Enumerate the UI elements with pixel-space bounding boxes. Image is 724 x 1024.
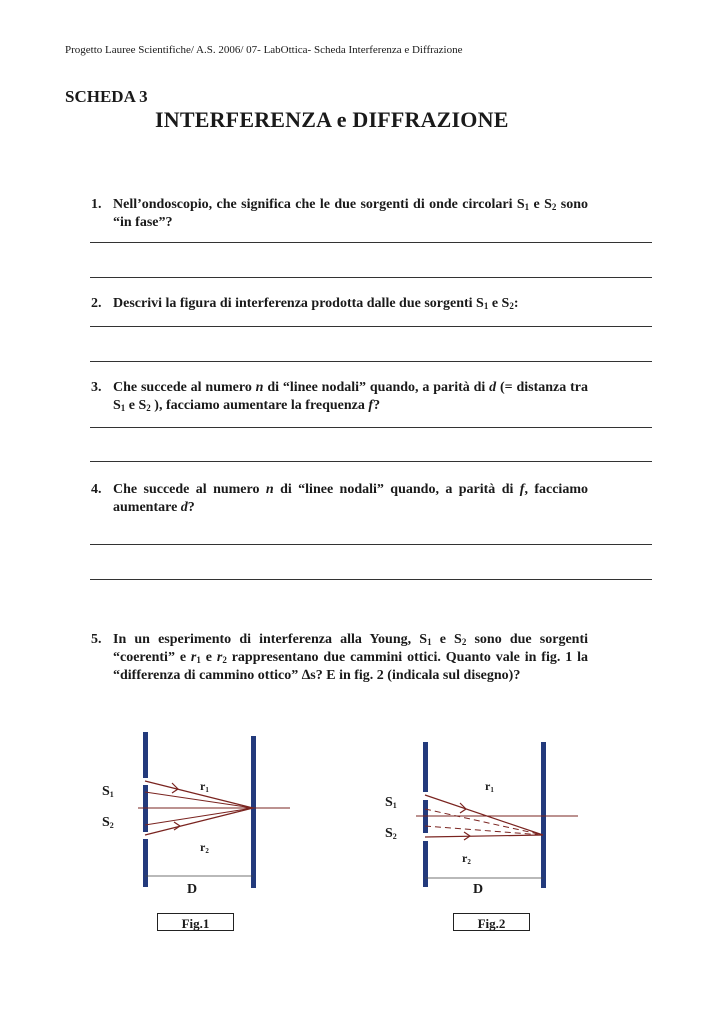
subscript: 1 [120,403,126,413]
italic-var: n [255,380,264,395]
text-run: : [513,296,519,311]
text-run: rappresentano due cammini ottici. Quanto vale in fig. 1 la “differenza di cammino ottico” [113,650,589,683]
text-run: Nell’ondoscopio, che significa che le due sorgenti di onde circolari S [113,197,525,212]
question-1 [91,196,588,232]
text-run: Che succede al numero [113,482,266,497]
italic-var: d [489,380,497,395]
ray-r2 [425,835,543,837]
italic-var: r [216,650,223,665]
subscript: 2 [222,655,227,665]
question-text [113,631,588,685]
subscript: 1 [427,637,432,647]
text-run: Descrivi la figura di interferenza prodotta dalle due sorgenti S [113,296,484,311]
answer-line[interactable] [90,361,652,362]
label-r1: $r_1$ [485,779,494,794]
subscript: 1 [524,202,530,212]
question-3 [91,379,588,415]
text-run: di “linee nodali” quando, a parità di [263,380,490,395]
slit-plate-bottom [423,841,428,887]
ray-r2 [145,808,253,835]
italic-var: n [265,482,274,497]
question-text [113,379,588,415]
text-run: s? E in fig. 2 (indicala sul disegno)? [310,668,521,683]
ray-inner-2 [145,808,253,825]
answer-line[interactable] [90,326,652,327]
text-run: di “linee nodali” quando, a parità di [273,482,520,497]
slit-plate-top [423,742,428,792]
subscript: 2 [551,202,557,212]
text-run: ), facciamo aumentare la frequenza [150,398,369,413]
answer-line[interactable] [90,277,652,278]
figure-caption: Fig.2 [453,913,530,931]
label-s1: $S_1$ [102,784,114,799]
label-r2: $r_2$ [200,840,209,855]
screen-plate [541,742,546,888]
text-run: e S [125,398,147,413]
question-2 [91,295,588,313]
question-number: 2. [91,296,102,311]
subscript: 2 [509,301,514,311]
question-number: 1. [91,197,102,212]
question-text [113,295,588,313]
text-run: e [200,650,217,665]
slit-plate-bottom [143,839,148,887]
subscript: 2 [146,403,151,413]
question-number: 4. [91,482,102,497]
answer-line[interactable] [90,461,652,462]
label-r2: $r_2$ [462,851,471,866]
question-number: 5. [91,632,102,647]
arrow-icon [174,822,180,830]
label-s2: $S_2$ [102,815,114,830]
question-text [113,481,588,517]
answer-line[interactable] [90,544,652,545]
screen-plate [251,736,256,888]
slit-plate-top [143,732,148,778]
italic-var: f [519,482,525,497]
scheda-label: SCHEDA 3 [65,87,148,106]
figure-caption: Fig.1 [157,913,234,931]
page-title: INTERFERENZA e DIFFRAZIONE [155,107,509,132]
text-run: ? [187,500,195,515]
text-run: e S [431,632,462,647]
ray-r1 [425,795,543,835]
answer-line[interactable] [90,579,652,580]
question-text [113,196,588,232]
text-run: sono due sorgenti “coerenti” e [113,632,588,665]
question-5 [91,631,588,685]
question-4 [91,481,588,517]
subscript: 1 [196,655,201,665]
label-s2: $S_2$ [385,826,397,841]
text-run: e S [488,296,510,311]
text-run: , facciamo aumentare [113,482,588,515]
label-d: D [187,882,198,897]
ray-dashed-2 [425,826,543,835]
italic-var: f [368,398,374,413]
page-header: Progetto Lauree Scientifiche/ A.S. 2006/ 07- LabOttica- Scheda Interferenza e Diffrazione [65,44,463,56]
delta-symbol: ∆ [301,668,311,683]
text-run: sono “in fase”? [113,197,589,230]
text-run: ? [373,398,381,413]
label-s1: $S_1$ [385,795,397,810]
figure-2-diagram [380,738,580,898]
question-number: 3. [91,380,102,395]
text-run: In un esperimento di interferenza alla Young, S [113,632,428,647]
text-run: Che succede al numero [113,380,256,395]
answer-line[interactable] [90,242,652,243]
ray-dashed-1 [425,809,543,835]
subscript: 1 [483,301,489,311]
figure-1-diagram [98,728,298,898]
answer-line[interactable] [90,427,652,428]
subscript: 2 [461,637,467,647]
label-d: D [473,882,484,897]
label-r1: $r_1$ [200,779,209,794]
text-run: e S [529,197,552,212]
italic-var: r [190,650,197,665]
italic-var: d [180,500,188,515]
text-run: (= distanza tra S [113,380,588,413]
